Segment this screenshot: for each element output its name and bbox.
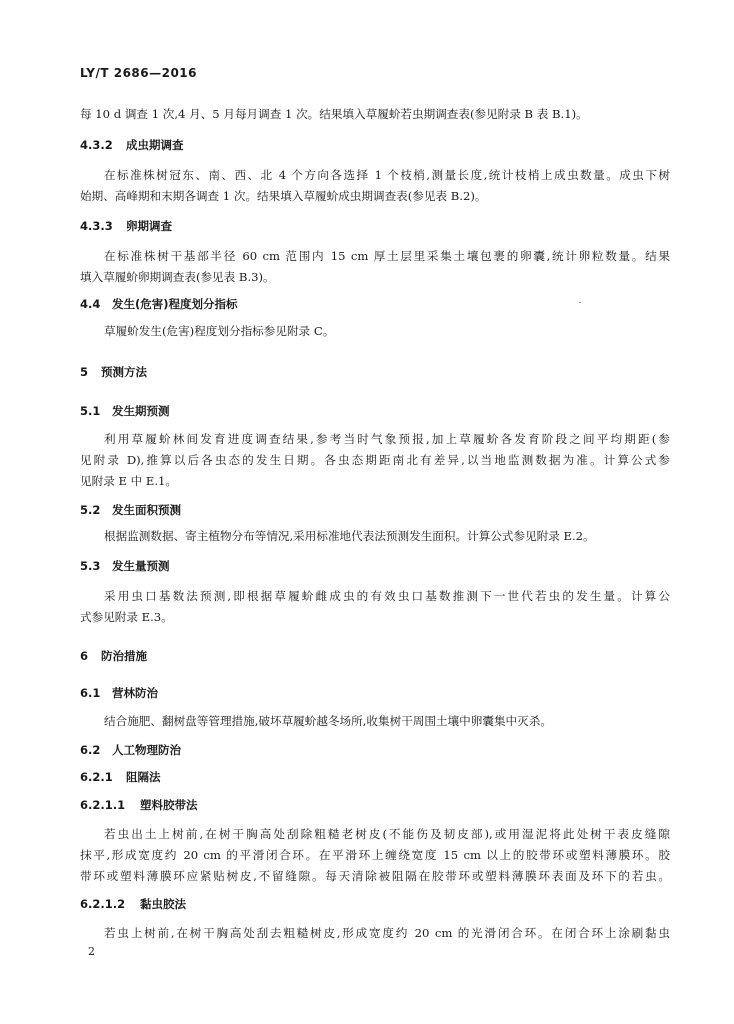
section-heading-5-3 [80,558,170,574]
section-number: 6.2.1 [80,770,113,784]
section-number: 4.4 [80,297,101,311]
section-title: 发生期预测 [112,404,170,418]
section-title: 防治措施 [101,649,147,663]
paragraph-line: 见附录 E 中 E.1。 [80,474,178,488]
paragraph-line: 见附录 D),推算以后各虫态的发生日期。各虫态期距南北有差异,以当地监测数据为准。计算公式参 [80,453,670,467]
section-heading-5-1 [80,403,170,419]
paragraph-line: 若虫上树前,在树干胸高处刮去粗糙树皮,形成宽度约 20 cm 的光滑闭合环。在闭合环上涂刷黏虫 [104,926,670,940]
paragraph-line: 式参见附录 E.3。 [80,610,173,624]
paragraph-line: 利用草履蚧林间发育进度调查结果,参考当时气象预报,加上草履蚧各发育阶段之间平均期距(参 [104,432,670,446]
section-title: 塑料胶带法 [140,798,198,812]
section-number: 6 [80,649,89,663]
section-title: 发生量预测 [112,559,170,573]
paragraph-line: 带环或塑料薄膜环应紧贴树皮,不留缝隙。每天清除被阻隔在胶带环或塑料薄膜环表面及环下的若虫。 [80,869,670,883]
section-number: 6.2.1.2 [80,897,126,911]
section-title: 营林防治 [112,686,158,700]
section-heading-6-2-1 [80,769,161,785]
section-title: 预测方法 [101,365,147,379]
section-heading-6-2-1-2 [80,896,186,912]
section-heading-5 [80,364,147,380]
section-number: 6.1 [80,686,101,700]
section-heading-4-3-3 [80,218,172,234]
section-number: 4.3.2 [80,138,113,152]
section-title: 发生(危害)程度划分指标 [112,297,238,311]
section-number: 4.3.3 [80,219,113,233]
section-heading-4-3-2 [80,137,184,153]
section-title: 发生面积预测 [112,503,181,517]
section-title: 阻隔法 [126,770,161,784]
section-number: 6.2 [80,743,101,757]
document-header: LY/T 2686—2016 [80,66,198,80]
page-number: 2 [88,945,95,958]
paragraph-line: 根据监测数据、寄主植物分布等情况,采用标准地代表法预测发生面积。计算公式参见附录 E.2。 [104,529,595,543]
paragraph-line: 结合施肥、翻树盘等管理措施,破坏草履蚧越冬场所,收集树干周围土壤中卵囊集中灭杀。 [104,714,552,728]
section-title: 黏虫胶法 [140,897,186,911]
section-title: 人工物理防治 [112,743,181,757]
paragraph-line: 在标准株树干基部半径 60 cm 范围内 15 cm 厚土层里采集土壤包裹的卵囊,统计卵粒数量。结果 [104,249,670,263]
paragraph-line: 填入草履蚧卵期调查表(参见表 B.3)。 [80,270,275,284]
section-heading-6-2 [80,742,181,758]
section-heading-6-2-1-1 [80,797,198,813]
paragraph-line: 始期、高峰期和末期各调查 1 次。结果填入草履蚧成虫期调查表(参见表 B.2)。 [80,189,487,203]
paragraph-line: 采用虫口基数法预测,即根据草履蚧雌成虫的有效虫口基数推测下一世代若虫的发生量。计算公 [104,589,670,603]
section-number: 5.2 [80,503,101,517]
section-number: 5.3 [80,559,101,573]
section-heading-6-1 [80,685,158,701]
paragraph-line: 若虫出土上树前,在树干胸高处刮除粗糙老树皮(不能伤及韧皮部),或用湿泥将此处树干表皮缝隙 [104,827,670,841]
section-number: 5.1 [80,404,101,418]
section-number: 5 [80,365,89,379]
section-title: 卵期调查 [126,219,172,233]
section-heading-6 [80,648,147,664]
section-title: 成虫期调查 [126,138,184,152]
paragraph-line: 每 10 d 调查 1 次,4 月、5 月每月调查 1 次。结果填入草履蚧若虫期调查表(参见附录 B 表 B.1)。 [80,107,588,121]
section-number: 6.2.1.1 [80,798,126,812]
section-heading-5-2 [80,502,181,518]
paragraph-line: 抹平,形成宽度约 20 cm 的平滑闭合环。在平滑环上缠绕宽度 15 cm 以上的胶带环或塑料薄膜环。胶 [80,848,670,862]
section-heading-4-4 [80,296,238,312]
paragraph-line: 在标准株树冠东、南、西、北 4 个方向各选择 1 个枝梢,测量长度,统计枝梢上成虫数量。成虫下树 [104,168,670,182]
scan-speck [579,302,581,303]
paragraph-line: 草履蚧发生(危害)程度划分指标参见附录 C。 [104,324,335,338]
